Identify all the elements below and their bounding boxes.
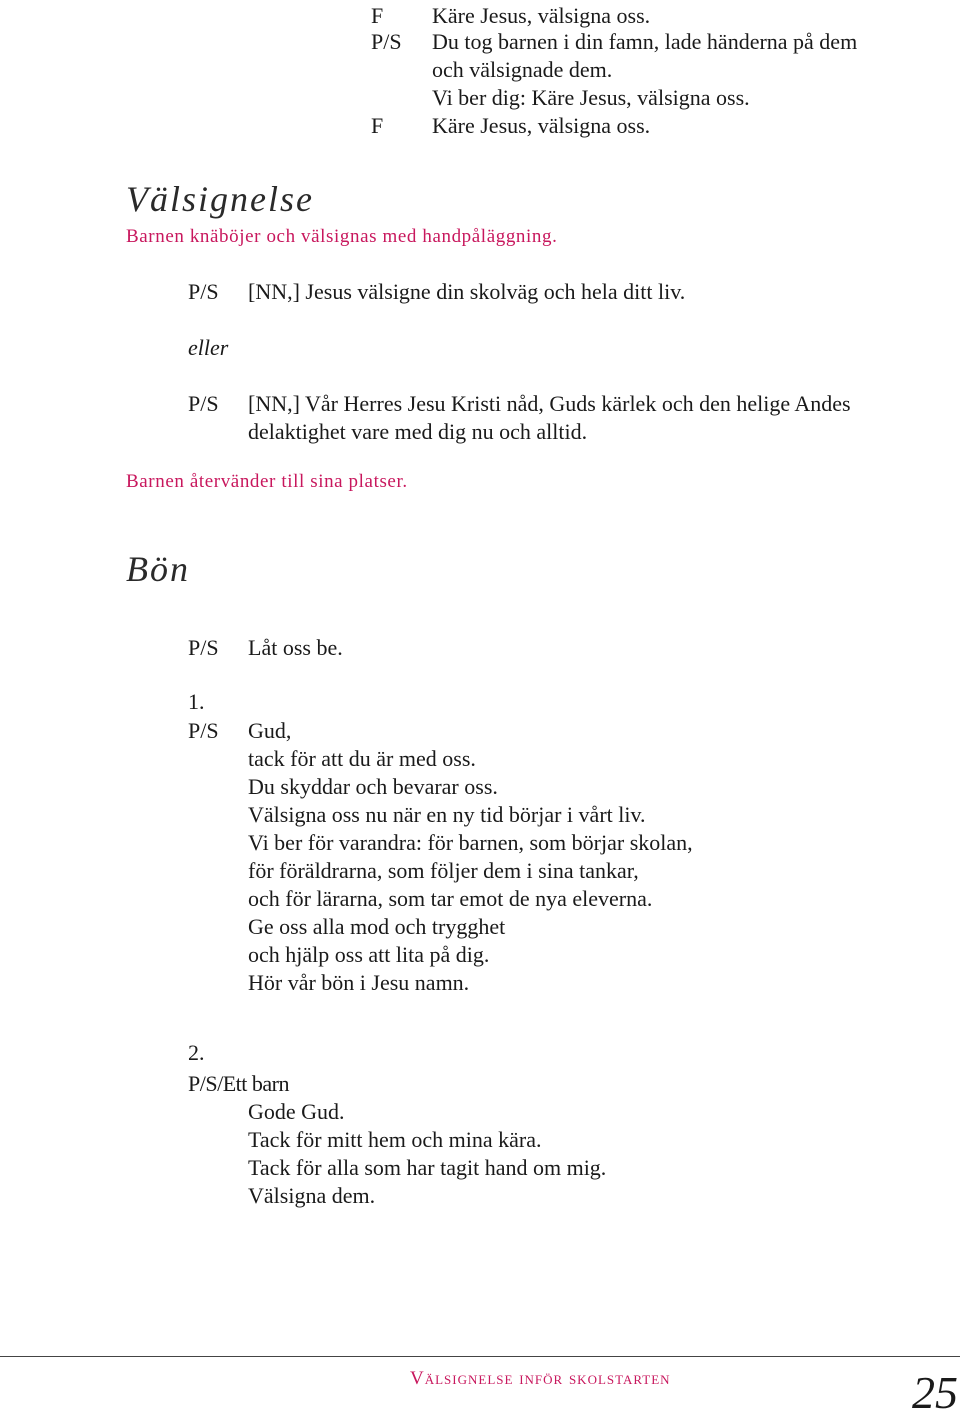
prayer-line: för föräldrarna, som följer dem i sina tankar, [248, 858, 639, 883]
rubric-instruction: Barnen knäböjer och välsignas med handpåläggning. [126, 226, 558, 247]
prayer-line: och hjälp oss att lita på dig. [248, 942, 490, 967]
rubric-instruction: Barnen återvänder till sina platser. [126, 471, 408, 492]
blessing-text: [NN,] Jesus välsigne din skolväg och hela ditt liv. [248, 279, 686, 304]
prayer-line: Hör vår bön i Jesu namn. [248, 970, 470, 995]
blessing-text: [NN,] Vår Herres Jesu Kristi nåd, Guds kärlek och den helige Andes [248, 391, 851, 416]
prayer-line: Gud, [248, 718, 292, 743]
speaker-label: F [371, 3, 384, 28]
prayer-number: 2. [188, 1040, 205, 1065]
prayer-invitation: Låt oss be. [248, 635, 343, 660]
prayer-line: Tack för mitt hem och mina kära. [248, 1127, 542, 1152]
speaker-label: P/S [371, 29, 402, 54]
speaker-label: P/S [188, 279, 219, 304]
speaker-label: F [371, 113, 384, 138]
prayer-line: Vi ber för varandra: för barnen, som börjar skolan, [248, 830, 693, 855]
alternative-label: eller [188, 335, 229, 360]
section-heading-bon: Bön [126, 549, 190, 589]
speaker-label: P/S [188, 718, 219, 743]
dialogue-line: och välsignade dem. [432, 57, 613, 82]
blessing-text: delaktighet vare med dig nu och alltid. [248, 419, 588, 444]
section-heading-valsignelse: Välsignelse [126, 179, 314, 219]
speaker-label: P/S [188, 635, 219, 660]
page-number: 25 [912, 1367, 958, 1418]
footer-divider [0, 1356, 960, 1357]
footer-title: Välsignelse inför skolstarten [410, 1368, 671, 1389]
prayer-line: Du skyddar och bevarar oss. [248, 774, 498, 799]
prayer-line: Tack för alla som har tagit hand om mig. [248, 1155, 607, 1180]
prayer-line: Ge oss alla mod och trygghet [248, 914, 506, 939]
prayer-1-text [248, 717, 693, 997]
dialogue-line: Käre Jesus, välsigna oss. [432, 113, 651, 138]
dialogue-line: Du tog barnen i din famn, lade händerna på dem [432, 29, 858, 54]
speaker-label: P/S [188, 391, 219, 416]
dialogue-line: Käre Jesus, välsigna oss. [432, 3, 651, 28]
prayer-2-text [248, 1098, 606, 1210]
speaker-label: P/S/Ett barn [188, 1071, 289, 1096]
prayer-line: Välsigna oss nu när en ny tid börjar i vårt liv. [248, 802, 646, 827]
dialogue-line: Vi ber dig: Käre Jesus, välsigna oss. [432, 85, 750, 110]
prayer-number: 1. [188, 689, 205, 714]
prayer-line: Gode Gud. [248, 1099, 345, 1124]
prayer-line: och för lärarna, som tar emot de nya eleverna. [248, 886, 653, 911]
prayer-line: Välsigna dem. [248, 1183, 376, 1208]
prayer-line: tack för att du är med oss. [248, 746, 476, 771]
